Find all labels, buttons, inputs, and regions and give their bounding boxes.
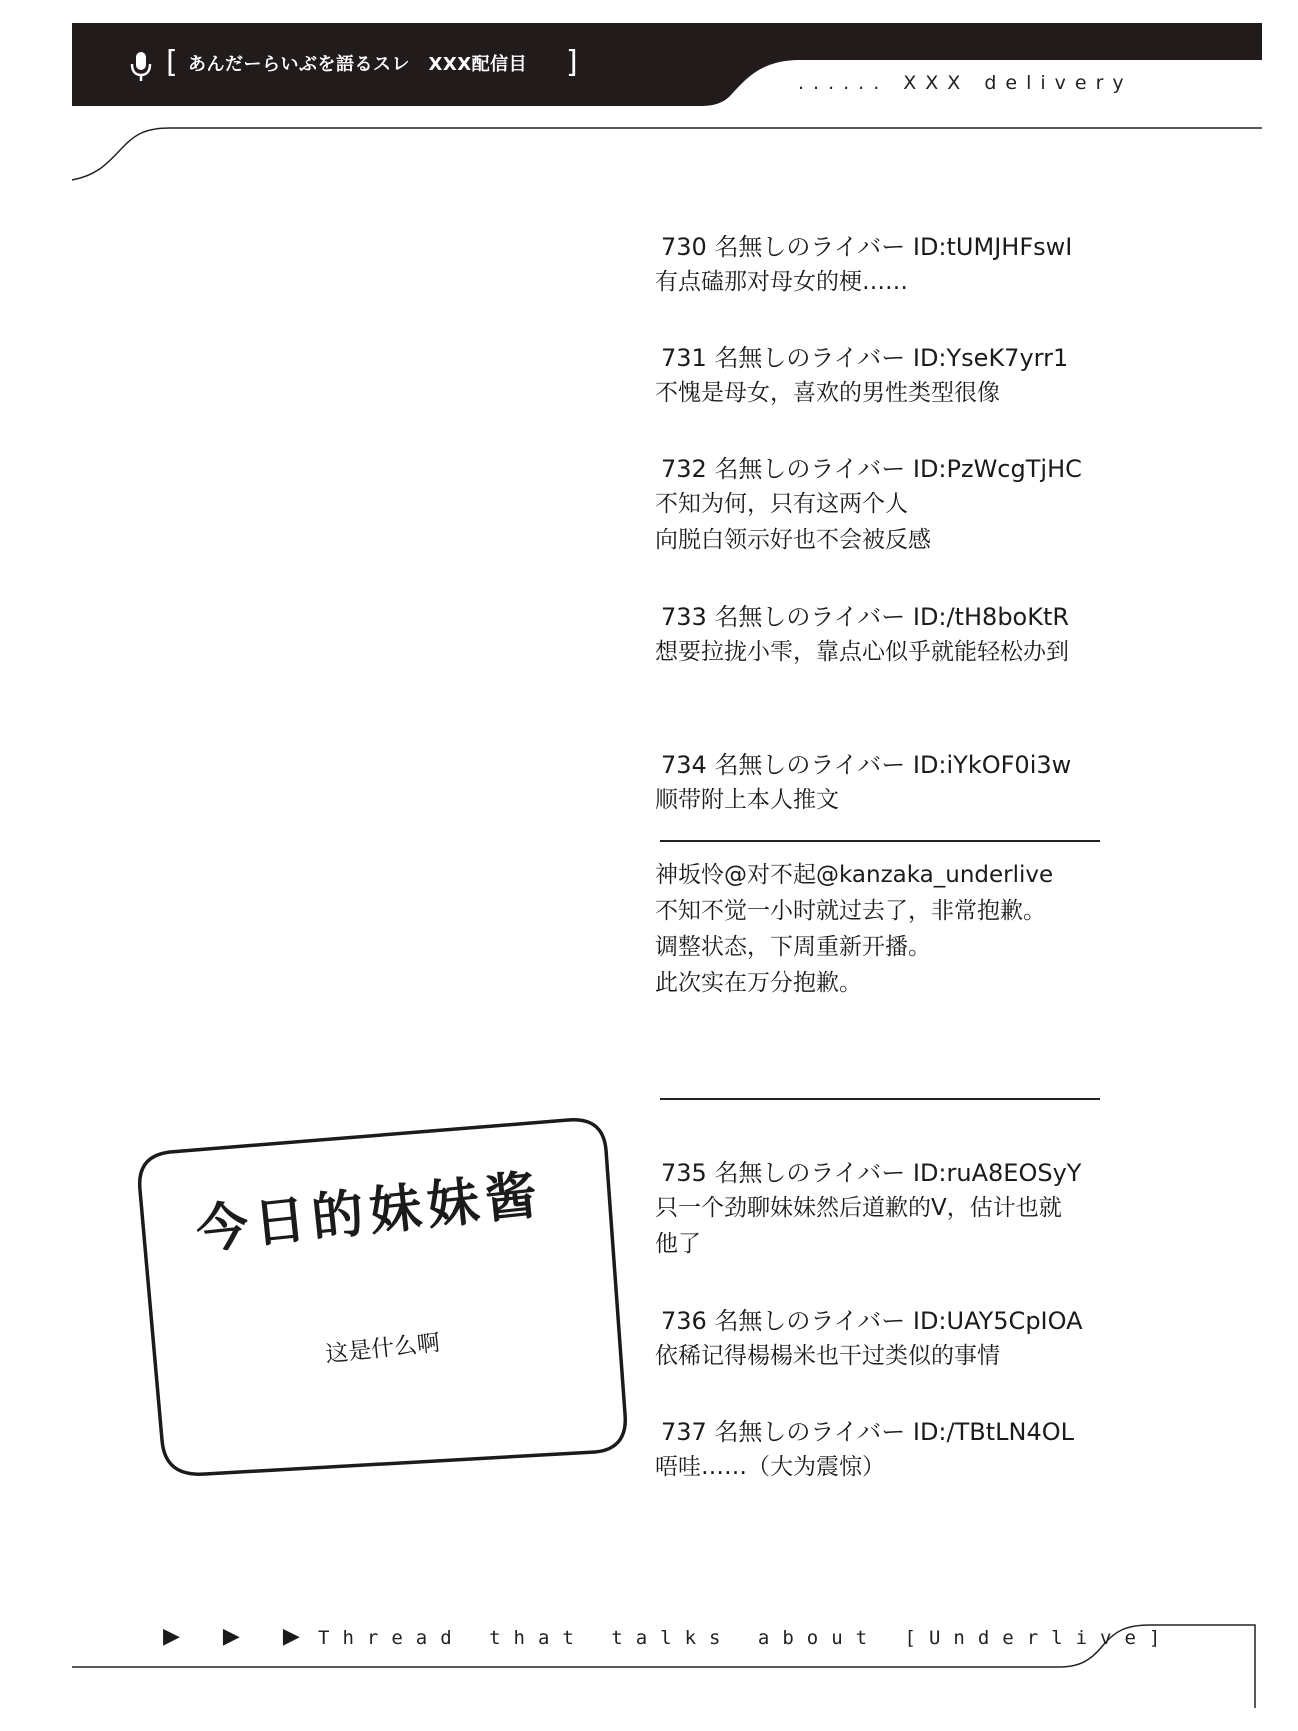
post-body: 想要拉拢小雫，靠点心似乎就能轻松办到	[655, 639, 1069, 665]
microphone-icon	[128, 50, 154, 88]
post-735	[655, 1156, 1125, 1262]
post-body: 不知为何，只有这两个人 向脱白领示好也不会被反感	[655, 491, 931, 553]
header-bracket-right: ]	[566, 45, 578, 80]
post-730	[655, 230, 1125, 300]
thread-title: あんだーらいぶを語るスレ XXX配信目	[188, 54, 528, 75]
post-header: 730 名無しのライバー ID:tUMJHFswI	[661, 233, 1073, 261]
post-body: 不愧是母女，喜欢的男性类型很像	[655, 380, 1000, 406]
post-header: 736 名無しのライバー ID:UAY5CpIOA	[661, 1307, 1083, 1335]
card-text: 这是什么啊	[324, 1330, 442, 1368]
post-body: 有点磕那对母女的梗……	[655, 269, 908, 295]
card-title: 今日的妹妹酱	[193, 1163, 546, 1261]
footer-tagline: Thread that talks about [Underlive]	[318, 1627, 1174, 1649]
post-733	[655, 600, 1125, 670]
post-header: 734 名無しのライバー ID:iYkOF0i3w	[661, 751, 1072, 779]
tweet-divider-top	[660, 840, 1100, 842]
header-bracket-left: [	[166, 45, 178, 80]
post-body: 依稀记得楊楊米也干过类似的事情	[655, 1343, 1000, 1369]
post-732	[655, 452, 1125, 558]
post-header: 737 名無しのライバー ID:/TBtLN4OL	[661, 1418, 1074, 1446]
post-header: 733 名無しのライバー ID:/tH8boKtR	[661, 603, 1070, 631]
post-736	[655, 1304, 1125, 1374]
post-body: 唔哇……（大为震惊）	[655, 1454, 885, 1480]
post-734	[655, 748, 1125, 818]
quoted-tweet: 神坂怜@对不起@kanzaka_underlive 不知不觉一小时就过去了，非常抱歉。 调整状态，下周重新开播。 此次实在万分抱歉。	[655, 862, 1054, 996]
delivery-label: ...... XXX delivery	[798, 72, 1133, 94]
post-header: 731 名無しのライバー ID:YseK7yrr1	[661, 344, 1069, 372]
post-737	[655, 1415, 1125, 1485]
post-header: 732 名無しのライバー ID:PzWcgTjHC	[661, 455, 1082, 483]
post-header: 735 名無しのライバー ID:ruA8EOSyY	[661, 1159, 1082, 1187]
post-731	[655, 341, 1125, 411]
footer-arrows-icon: ▶ ▶ ▶	[163, 1624, 318, 1649]
post-body: 只一个劲聊妹妹然后道歉的V，估计也就 他了	[655, 1195, 1062, 1257]
post-body: 顺带附上本人推文	[655, 787, 839, 813]
tweet-divider-bottom	[660, 1098, 1100, 1100]
